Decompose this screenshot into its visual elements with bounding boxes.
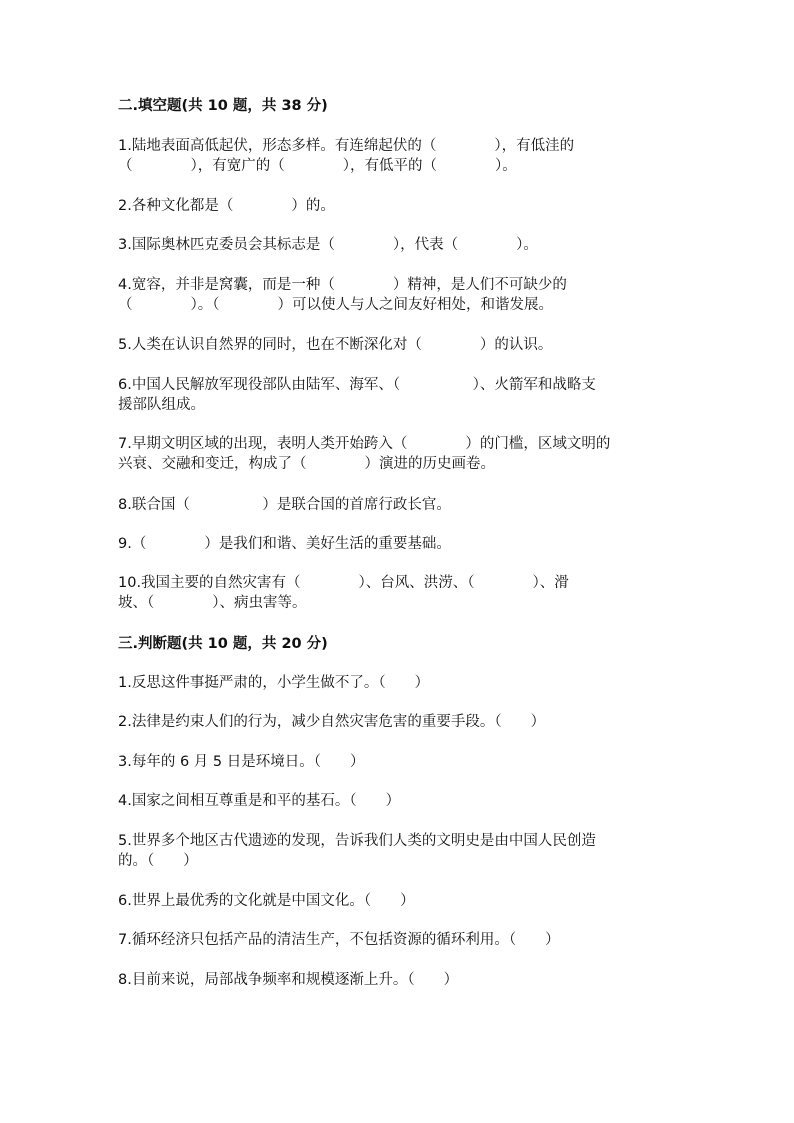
question-line: 5.人类在认识自然界的同时，也在不断深化对（ ）的认识。 — [118, 337, 553, 353]
question-line: 的。（ ） — [118, 853, 198, 869]
question-line: 2.法律是约束人们的行为，减少自然灾害危害的重要手段。（ ） — [118, 714, 546, 730]
question-line: 7.循环经济只包括产品的清洁生产，不包括资源的循环利用。（ ） — [118, 932, 560, 948]
question-line: （ ），有宽广的（ ），有低平的（ ）。 — [118, 158, 517, 174]
section-heading-fill-blank: 二.填空题(共 10 题，共 38 分) — [118, 98, 328, 114]
true-false-question-2 — [118, 712, 678, 732]
fill-blank-question-1 — [118, 136, 678, 176]
question-line: 2.各种文化都是（ ）的。 — [118, 198, 335, 214]
true-false-question-1 — [118, 673, 678, 693]
fill-blank-question-9 — [118, 534, 678, 554]
question-line: 8.目前来说，局部战争频率和规模逐渐上升。（ ） — [118, 972, 459, 988]
question-line: 1.陆地表面高低起伏，形态多样。有连绵起伏的（ ），有低洼的 — [118, 138, 575, 154]
question-line: 10.我国主要的自然灾害有（ ）、台风、洪涝、（ ）、滑 — [118, 575, 569, 591]
question-line: 3.国际奥林匹克委员会其标志是（ ），代表（ ）。 — [118, 237, 538, 253]
question-line: 8.联合国（ ）是联合国的首席行政长官。 — [118, 497, 451, 513]
question-line: 坡、（ ）、病虫害等。 — [118, 595, 307, 611]
section-heading-true-false: 三.判断题(共 10 题，共 20 分) — [118, 636, 328, 652]
question-line: 援部队组成。 — [118, 397, 205, 413]
true-false-question-8 — [118, 970, 678, 990]
question-line: 4.宽容，并非是窝囊，而是一种（ ）精神，是人们不可缺少的 — [118, 277, 567, 293]
true-false-question-5 — [118, 831, 678, 871]
question-line: （ ）。（ ）可以使人与人之间友好相处，和谐发展。 — [118, 297, 553, 313]
fill-blank-question-4 — [118, 275, 678, 315]
fill-blank-question-6 — [118, 375, 678, 415]
true-false-question-4 — [118, 791, 678, 811]
question-line: 1.反思这件事挺严肃的，小学生做不了。（ ） — [118, 675, 430, 691]
question-line: 4.国家之间相互尊重是和平的基石。（ ） — [118, 793, 401, 809]
fill-blank-question-5 — [118, 335, 678, 355]
question-line: 7.早期文明区域的出现，表明人类开始跨入（ ）的门槛，区域文明的 — [118, 436, 611, 452]
question-line: 5.世界多个地区古代遗迹的发现，告诉我们人类的文明史是由中国人民创造 — [118, 833, 596, 849]
fill-blank-question-3 — [118, 235, 678, 255]
question-line: 3.每年的 6 月 5 日是环境日。（ ） — [118, 754, 365, 770]
fill-blank-question-10 — [118, 573, 678, 613]
question-line: 兴衰、交融和变迁，构成了（ ）演进的历史画卷。 — [118, 456, 495, 472]
true-false-question-7 — [118, 930, 678, 950]
question-line: 6.中国人民解放军现役部队由陆军、海军、（ ）、火箭军和战略支 — [118, 377, 596, 393]
question-line: 6.世界上最优秀的文化就是中国文化。（ ） — [118, 893, 415, 909]
true-false-question-6 — [118, 891, 678, 911]
fill-blank-question-2 — [118, 196, 678, 216]
fill-blank-question-7 — [118, 434, 678, 474]
question-line: 9.（ ）是我们和谐、美好生活的重要基础。 — [118, 536, 451, 552]
fill-blank-question-8 — [118, 495, 678, 515]
true-false-question-3 — [118, 752, 678, 772]
